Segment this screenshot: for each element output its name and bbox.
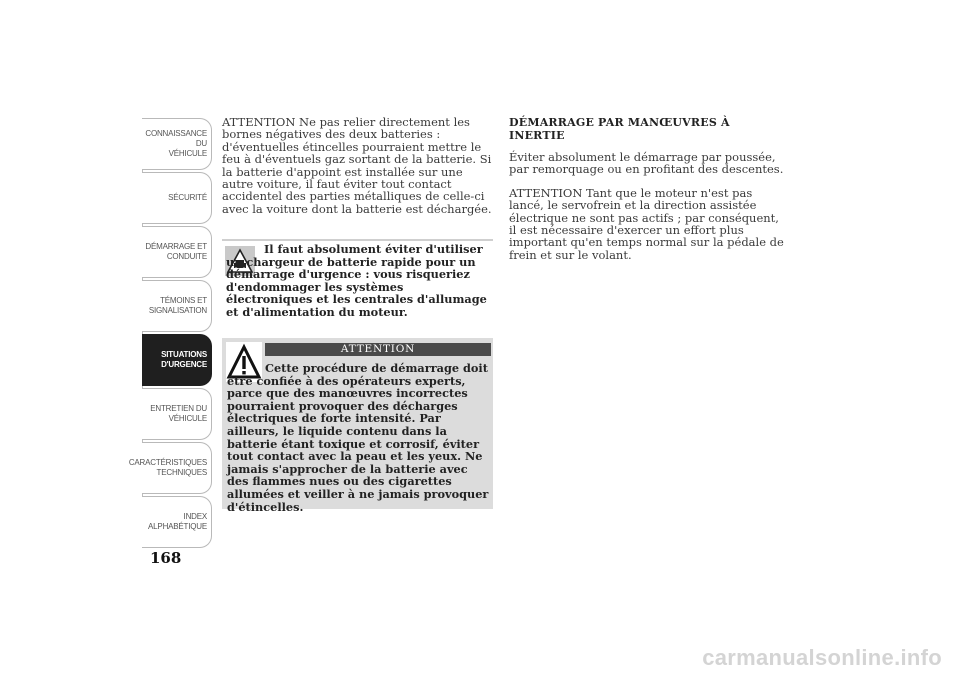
- page-number: 168: [150, 549, 182, 567]
- note-text: [226, 243, 492, 319]
- tab-demarrage-et-conduite[interactable]: [142, 226, 212, 278]
- tab-securite[interactable]: [142, 172, 212, 224]
- tab-entretien-du-vehicule[interactable]: [142, 388, 212, 440]
- servo-paragraph: ATTENTION Tant que le moteur n'est pas lancé, le servofrein et la direction assistée électrique ne sont pas actifs ; par conséquent, il est nécessaire d'exercer un effort plus important qu'en temps normal sur la pédale de frein et sur le volant.: [509, 185, 784, 262]
- right-column: [509, 116, 789, 272]
- tab-caracteristiques-techniques[interactable]: [128, 442, 212, 494]
- attention-paragraph: ATTENTION Ne pas relier directement les bornes négatives des deux batteries : d'éventuelles étincelles pourraient mettre le feu à d'éventuels gaz sortant de la batterie. Si la batterie d'appoint est installée sur une autre voiture, il faut éviter tout contact accidentel des parties métalliques de celle-ci avec la voiture dont la batterie est déchargée.: [222, 115, 492, 216]
- section-divider: [222, 239, 493, 241]
- tab-label: DÉMARRAGE ET CONDUITE: [145, 242, 207, 261]
- tab-label: SÉCURITÉ: [168, 193, 207, 202]
- tab-situations-d-urgence[interactable]: [142, 334, 212, 386]
- tab-label: CONNAISSANCE DU VÉHICULE: [145, 129, 207, 158]
- attention-text: [227, 362, 491, 513]
- attention-text-content: Cette procédure de démarrage doit être confiée à des opérateurs experts, parce que des manœuvres incorrectes pourraient provoquer des décharges électriques de forte intensité. Par ailleurs, le liquide contenu dans la batterie étant toxique et corrosif, éviter tout contact avec la peau et les yeux. Ne jamais s'approcher de la batterie avec des flammes nues ou des cigarettes allumées et veiller à ne jamais provoquer d'étincelles.: [227, 361, 489, 514]
- note-text-content: Il faut absolument éviter d'utiliser un chargeur de batterie rapide pour un démarrage d'urgence : vous risqueriez d'endommager les systèmes électroniques et les centrales d'allumage et d'alimentation du moteur.: [226, 242, 487, 319]
- left-column: [222, 116, 492, 215]
- attention-header: ATTENTION: [265, 343, 491, 356]
- tab-connaissance-du-vehicule[interactable]: [142, 118, 212, 170]
- tab-label: TÉMOINS ET SIGNALISATION: [148, 296, 207, 315]
- tab-label: SITUATIONS D'URGENCE: [161, 350, 207, 369]
- attention-box: [222, 338, 493, 514]
- tab-label: INDEX ALPHABÉTIQUE: [148, 512, 207, 531]
- tab-label: CARACTÉRISTIQUES TECHNIQUES: [128, 458, 207, 477]
- tab-index-alphabetique[interactable]: [142, 496, 212, 548]
- tab-temoins-et-signalisation[interactable]: [142, 280, 212, 332]
- inertia-paragraph: Éviter absolument le démarrage par poussée, par remorquage ou en profitant des descentes.: [509, 150, 784, 177]
- section-heading: DÉMARRAGE PAR MANŒUVRES À INERTIE: [509, 116, 730, 142]
- tab-label: ENTRETIEN DU VÉHICULE: [150, 404, 207, 423]
- watermark: carmanualsonline.info: [702, 645, 942, 670]
